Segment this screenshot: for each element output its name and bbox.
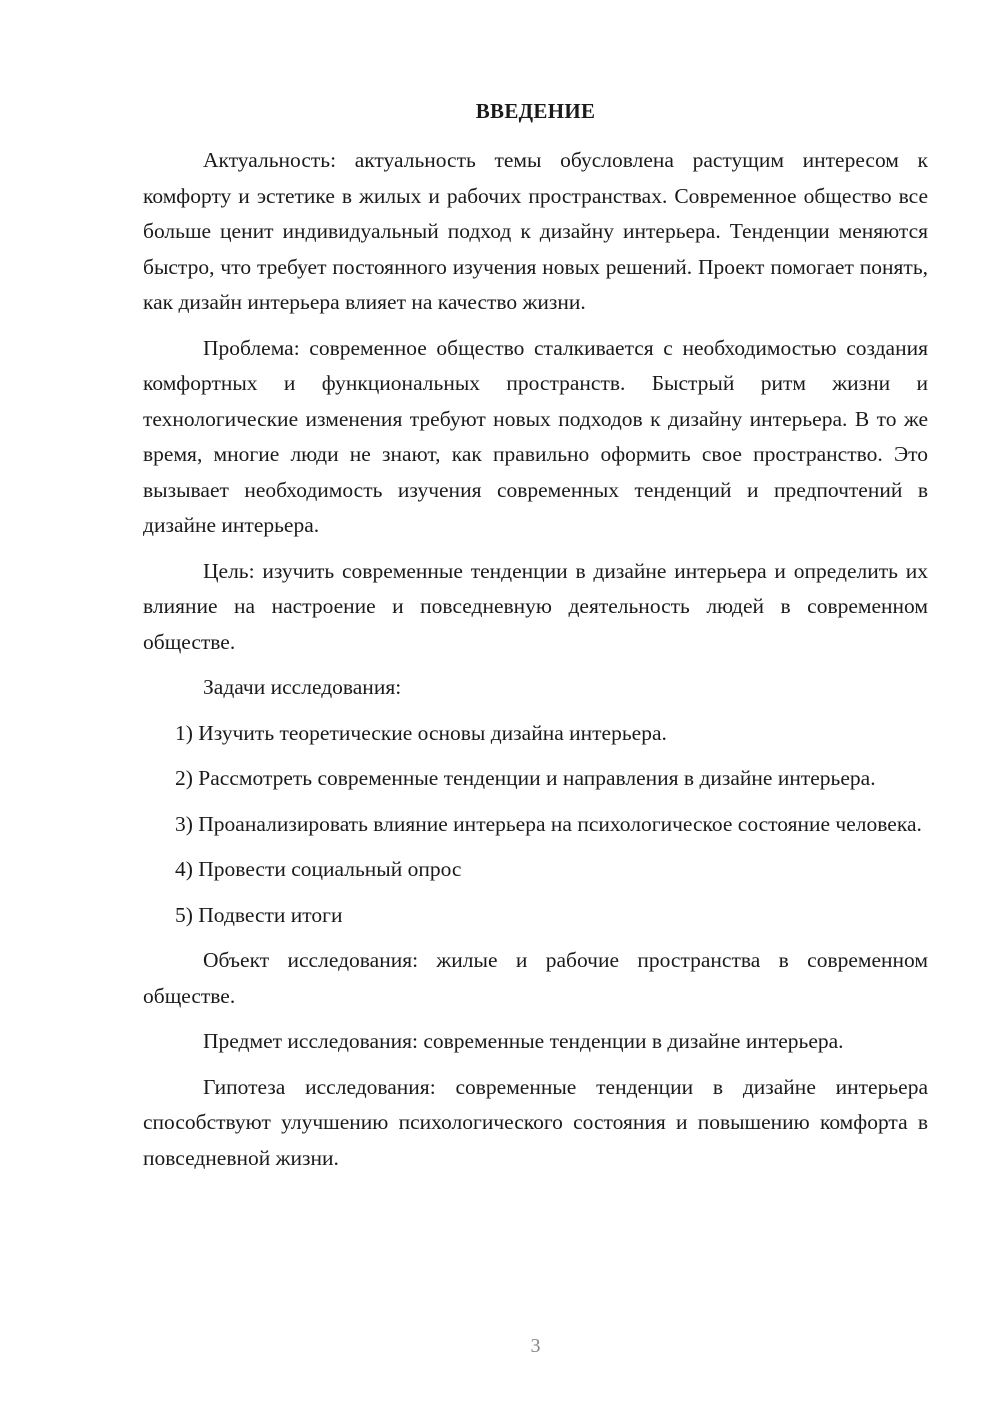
paragraph-goal: Цель: изучить современные тенденции в дизайне интерьера и определить их влияние на настроение и повседневную деятельность людей в современном обществе. xyxy=(143,558,928,654)
task-item: 5) Подвести итоги xyxy=(175,902,343,927)
tasks-list xyxy=(143,716,928,934)
paragraph-relevance: Актуальность: актуальность темы обусловлена растущим интересом к комфорту и эстетике в жилых и рабочих пространствах. Современное общество все больше ценит индивидуальный подход к дизайну интерьера. Тенденции меняются быстро, что требует постоянного изучения новых решений. Проект помогает понять, как дизайн интерьера влияет на качество жизни. xyxy=(143,148,928,314)
paragraph-hypothesis: Гипотеза исследования: современные тенденции в дизайне интерьера способствуют улучшению психологического состояния и повышению комфорта в повседневной жизни. xyxy=(143,1074,928,1170)
tasks-title: Задачи исследования: xyxy=(203,675,402,699)
task-item: 1) Изучить теоретические основы дизайна интерьера. xyxy=(175,720,667,745)
document-body xyxy=(143,143,928,1176)
task-item: 2) Рассмотреть современные тенденции и направления в дизайне интерьера. xyxy=(175,766,876,790)
page-title: ВВЕДЕНИЕ xyxy=(475,99,596,123)
paragraph-subject: Предмет исследования: современные тенденции в дизайне интерьера. xyxy=(203,1029,844,1053)
task-item: 3) Проанализировать влияние интерьера на психологическое состояние человека. xyxy=(175,811,922,836)
paragraph-object: Объект исследования: жилые и рабочие пространства в современном обществе. xyxy=(143,948,928,1008)
task-item: 4) Провести социальный опрос xyxy=(175,857,462,881)
paragraph-problem: Проблема: современное общество сталкивается с необходимостью создания комфортных и функциональных пространств. Быстрый ритм жизни и технологические изменения требуют новых подходов к дизайну интерьера. В то же время, многие люди не знают, как правильно оформить свое пространство. Это вызывает необходимость изучения современных тенденций и предпочтений в дизайне интерьера. xyxy=(143,335,928,537)
page-number: 3 xyxy=(530,1335,541,1357)
